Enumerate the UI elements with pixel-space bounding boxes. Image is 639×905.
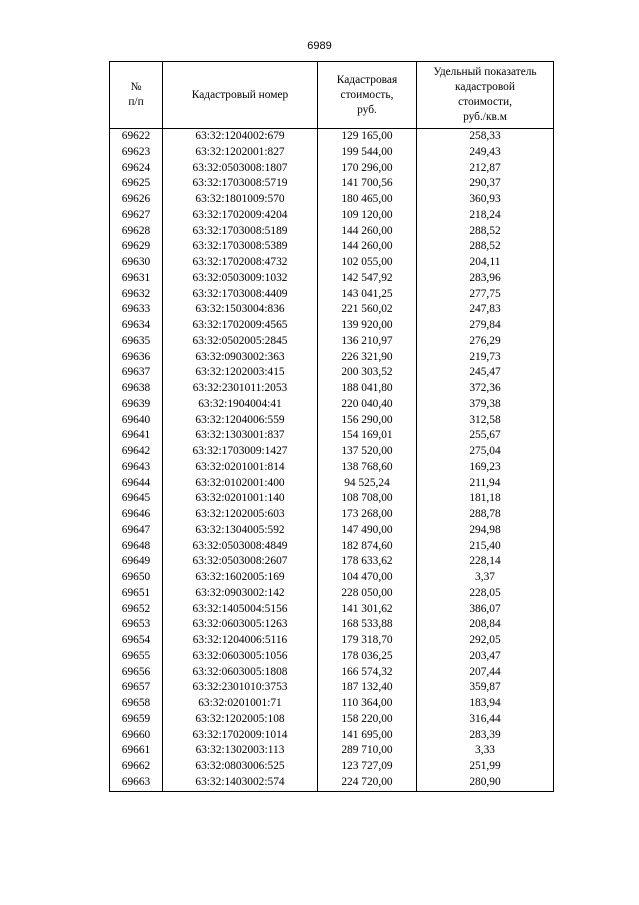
cadastral-value-cell: 109 120,00 [318,208,417,224]
row-number-cell: 69623 [110,145,163,161]
specific-indicator-cell: 211,94 [417,476,554,492]
cadastral-value-cell: 188 041,80 [318,381,417,397]
row-number-cell: 69627 [110,208,163,224]
specific-indicator-cell: 207,44 [417,665,554,681]
cadastral-number-cell: 63:32:1303001:837 [163,428,318,444]
table-row [110,476,554,492]
row-number-cell: 69661 [110,743,163,759]
cadastral-value-cell: 137 520,00 [318,444,417,460]
table-row [110,665,554,681]
specific-indicator-cell: 212,87 [417,161,554,177]
cadastral-number-cell: 63:32:0503009:1032 [163,271,318,287]
cadastral-value-cell: 147 490,00 [318,523,417,539]
cadastral-value-cell: 221 560,02 [318,302,417,318]
cadastral-number-cell: 63:32:1702009:1014 [163,728,318,744]
cadastral-value-cell: 178 036,25 [318,649,417,665]
row-number-cell: 69641 [110,428,163,444]
table-row [110,444,554,460]
specific-indicator-cell: 279,84 [417,318,554,334]
specific-indicator-cell: 258,33 [417,129,554,145]
row-number-cell: 69622 [110,129,163,145]
cadastral-value-cell: 226 321,90 [318,350,417,366]
cadastral-value-cell: 136 210,97 [318,334,417,350]
table-row [110,712,554,728]
row-number-cell: 69659 [110,712,163,728]
cadastral-number-cell: 63:32:2301011:2053 [163,381,318,397]
cadastral-value-cell: 143 041,25 [318,287,417,303]
header-num-line: п/п [128,96,144,108]
cadastral-value-cell: 156 290,00 [318,413,417,429]
specific-indicator-cell: 251,99 [417,759,554,775]
header-specific-line: кадастровой [455,81,515,93]
cadastral-value-cell: 129 165,00 [318,129,417,145]
cadastral-number-cell: 63:32:1904004:41 [163,397,318,413]
cadastral-number-cell: 63:32:1202005:108 [163,712,318,728]
cadastral-value-cell: 170 296,00 [318,161,417,177]
cadastral-value-cell: 224 720,00 [318,775,417,791]
row-number-cell: 69624 [110,161,163,177]
row-number-cell: 69629 [110,239,163,255]
cadastral-value-cell: 228 050,00 [318,586,417,602]
table-row [110,507,554,523]
cadastral-value-cell: 110 364,00 [318,696,417,712]
row-number-cell: 69656 [110,665,163,681]
row-number-cell: 69651 [110,586,163,602]
cadastral-value-cell: 166 574,32 [318,665,417,681]
cadastral-value-cell: 138 768,60 [318,460,417,476]
table-row [110,602,554,618]
table-row [110,334,554,350]
cadastral-number-cell: 63:32:1503004:836 [163,302,318,318]
specific-indicator-cell: 181,18 [417,491,554,507]
cadastral-number-cell: 63:32:1204006:5116 [163,633,318,649]
cadastral-number-cell: 63:32:1405004:5156 [163,602,318,618]
table-row [110,271,554,287]
specific-indicator-cell: 228,14 [417,554,554,570]
cadastral-number-cell: 63:32:0102001:400 [163,476,318,492]
cadastral-number-cell: 63:32:0201001:140 [163,491,318,507]
cadastral-number-cell: 63:32:1204006:559 [163,413,318,429]
header-specific-line: стоимости, [458,96,512,108]
cadastral-number-cell: 63:32:1202005:603 [163,507,318,523]
table-row [110,239,554,255]
table-row [110,381,554,397]
cadastral-number-cell: 63:32:0503008:1807 [163,161,318,177]
row-number-cell: 69663 [110,775,163,791]
row-number-cell: 69625 [110,176,163,192]
table-row [110,302,554,318]
cadastral-number-cell: 63:32:1304005:592 [163,523,318,539]
row-number-cell: 69648 [110,539,163,555]
specific-indicator-cell: 386,07 [417,602,554,618]
row-number-cell: 69640 [110,413,163,429]
cadastral-number-cell: 63:32:1703009:1427 [163,444,318,460]
table-row [110,161,554,177]
row-number-cell: 69636 [110,350,163,366]
table-row [110,255,554,271]
row-number-cell: 69657 [110,680,163,696]
cadastral-value-cell: 187 132,40 [318,680,417,696]
cadastral-number-cell: 63:32:1703008:5389 [163,239,318,255]
table-row [110,318,554,334]
row-number-cell: 69638 [110,381,163,397]
row-number-cell: 69653 [110,617,163,633]
specific-indicator-cell: 275,04 [417,444,554,460]
cadastral-value-cell: 139 920,00 [318,318,417,334]
cadastral-value-cell: 108 708,00 [318,491,417,507]
cadastral-value-cell: 158 220,00 [318,712,417,728]
cadastral-number-cell: 63:32:1703008:5189 [163,224,318,240]
specific-indicator-cell: 288,78 [417,507,554,523]
table-row [110,696,554,712]
header-num [110,62,163,129]
cadastral-value-cell: 144 260,00 [318,224,417,240]
specific-indicator-cell: 208,84 [417,617,554,633]
cadastral-number-cell: 63:32:1204002:679 [163,129,318,145]
header-specific-indicator [417,62,554,129]
table-row [110,208,554,224]
cadastral-number-cell: 63:32:1702008:4732 [163,255,318,271]
row-number-cell: 69662 [110,759,163,775]
header-cadastral-number [163,62,318,129]
specific-indicator-cell: 215,40 [417,539,554,555]
cadastral-value-cell: 102 055,00 [318,255,417,271]
specific-indicator-cell: 183,94 [417,696,554,712]
row-number-cell: 69649 [110,554,163,570]
table-row [110,649,554,665]
row-number-cell: 69632 [110,287,163,303]
table-header-row [110,62,554,129]
table-body [110,129,554,792]
specific-indicator-cell: 3,37 [417,570,554,586]
cadastral-number-cell: 63:32:0201001:71 [163,696,318,712]
specific-indicator-cell: 294,98 [417,523,554,539]
cadastral-number-cell: 63:32:0803006:525 [163,759,318,775]
cadastral-value-cell: 94 525,24 [318,476,417,492]
table-row [110,617,554,633]
specific-indicator-cell: 247,83 [417,302,554,318]
row-number-cell: 69637 [110,365,163,381]
cadastral-number-cell: 63:32:1702009:4565 [163,318,318,334]
cadastral-value-cell: 199 544,00 [318,145,417,161]
cadastral-value-cell: 144 260,00 [318,239,417,255]
cadastral-value-cell: 179 318,70 [318,633,417,649]
cadastral-number-cell: 63:32:1202003:415 [163,365,318,381]
cadastral-number-cell: 63:32:1202001:827 [163,145,318,161]
row-number-cell: 69645 [110,491,163,507]
cadastral-value-table [109,61,554,792]
page-number: 6989 [307,40,332,52]
row-number-cell: 69660 [110,728,163,744]
specific-indicator-cell: 276,29 [417,334,554,350]
table-row [110,539,554,555]
cadastral-value-cell: 200 303,52 [318,365,417,381]
specific-indicator-cell: 359,87 [417,680,554,696]
table-row [110,759,554,775]
row-number-cell: 69634 [110,318,163,334]
header-specific-line: руб./кв.м [463,111,507,123]
cadastral-value-cell: 220 040,40 [318,397,417,413]
cadastral-value-cell: 180 465,00 [318,192,417,208]
cadastral-number-cell: 63:32:0903002:363 [163,350,318,366]
cadastral-value-cell: 141 695,00 [318,728,417,744]
table-row [110,523,554,539]
specific-indicator-cell: 204,11 [417,255,554,271]
cadastral-value-cell: 154 169,01 [318,428,417,444]
specific-indicator-cell: 283,39 [417,728,554,744]
cadastral-value-cell: 123 727,09 [318,759,417,775]
cadastral-number-cell: 63:32:0502005:2845 [163,334,318,350]
specific-indicator-cell: 280,90 [417,775,554,791]
cadastral-number-cell: 63:32:0503008:2607 [163,554,318,570]
table-row [110,397,554,413]
specific-indicator-cell: 288,52 [417,239,554,255]
table-row [110,775,554,791]
row-number-cell: 69639 [110,397,163,413]
header-value-line: Кадастровая [336,73,398,86]
table-row [110,145,554,161]
cadastral-number-cell: 63:32:1403002:574 [163,775,318,791]
specific-indicator-cell: 255,67 [417,428,554,444]
row-number-cell: 69626 [110,192,163,208]
specific-indicator-cell: 219,73 [417,350,554,366]
table-row [110,350,554,366]
cadastral-number-cell: 63:32:1702009:4204 [163,208,318,224]
row-number-cell: 69642 [110,444,163,460]
specific-indicator-cell: 218,24 [417,208,554,224]
table-row [110,743,554,759]
row-number-cell: 69654 [110,633,163,649]
row-number-cell: 69643 [110,460,163,476]
row-number-cell: 69655 [110,649,163,665]
row-number-cell: 69652 [110,602,163,618]
header-num-line: № [130,81,142,93]
cadastral-number-cell: 63:32:0603005:1056 [163,649,318,665]
specific-indicator-cell: 249,43 [417,145,554,161]
specific-indicator-cell: 245,47 [417,365,554,381]
table-row [110,176,554,192]
cadastral-value-cell: 289 710,00 [318,743,417,759]
table-row [110,460,554,476]
cadastral-number-cell: 63:32:1801009:570 [163,192,318,208]
cadastral-number-cell: 63:32:0903002:142 [163,586,318,602]
table-row [110,413,554,429]
table-row [110,428,554,444]
cadastral-number-cell: 63:32:1602005:169 [163,570,318,586]
row-number-cell: 69631 [110,271,163,287]
specific-indicator-cell: 288,52 [417,224,554,240]
specific-indicator-cell: 290,37 [417,176,554,192]
row-number-cell: 69647 [110,523,163,539]
cadastral-number-cell: 63:32:0503008:4849 [163,539,318,555]
cadastral-number-cell: 63:32:0603005:1263 [163,617,318,633]
table-row [110,728,554,744]
row-number-cell: 69650 [110,570,163,586]
cadastral-value-cell: 141 301,62 [318,602,417,618]
cadastral-number-cell: 63:32:1703008:4409 [163,287,318,303]
specific-indicator-cell: 228,05 [417,586,554,602]
specific-indicator-cell: 169,23 [417,460,554,476]
specific-indicator-cell: 379,38 [417,397,554,413]
cadastral-value-cell: 142 547,92 [318,271,417,287]
table-row [110,287,554,303]
cadastral-number-cell: 63:32:1302003:113 [163,743,318,759]
header-value-line: руб. [357,103,377,116]
row-number-cell: 69628 [110,224,163,240]
row-number-cell: 69635 [110,334,163,350]
table-row [110,633,554,649]
row-number-cell: 69633 [110,302,163,318]
table-row [110,680,554,696]
table-row [110,192,554,208]
cadastral-number-cell: 63:32:1703008:5719 [163,176,318,192]
cadastral-value-cell: 104 470,00 [318,570,417,586]
table-row [110,491,554,507]
row-number-cell: 69630 [110,255,163,271]
specific-indicator-cell: 360,93 [417,192,554,208]
header-cadastral-value [318,62,417,129]
table-row [110,554,554,570]
row-number-cell: 69646 [110,507,163,523]
table-row [110,224,554,240]
specific-indicator-cell: 3,33 [417,743,554,759]
table-row [110,365,554,381]
cadastral-value-cell: 168 533,88 [318,617,417,633]
header-value-line: стоимость, [340,88,394,101]
specific-indicator-cell: 316,44 [417,712,554,728]
table-row [110,129,554,145]
table-row [110,570,554,586]
cadastral-value-cell: 173 268,00 [318,507,417,523]
specific-indicator-cell: 283,96 [417,271,554,287]
cadastral-number-cell: 63:32:0201001:814 [163,460,318,476]
cadastral-value-cell: 178 633,62 [318,554,417,570]
cadastral-value-cell: 182 874,60 [318,539,417,555]
specific-indicator-cell: 203,47 [417,649,554,665]
specific-indicator-cell: 372,36 [417,381,554,397]
cadastral-value-cell: 141 700,56 [318,176,417,192]
row-number-cell: 69658 [110,696,163,712]
table-row [110,586,554,602]
row-number-cell: 69644 [110,476,163,492]
specific-indicator-cell: 292,05 [417,633,554,649]
specific-indicator-cell: 277,75 [417,287,554,303]
header-cadastral-number-label: Кадастровый номер [191,88,289,101]
cadastral-number-cell: 63:32:2301010:3753 [163,680,318,696]
cadastral-number-cell: 63:32:0603005:1808 [163,665,318,681]
header-specific-line: Удельный показатель [433,66,537,78]
specific-indicator-cell: 312,58 [417,413,554,429]
